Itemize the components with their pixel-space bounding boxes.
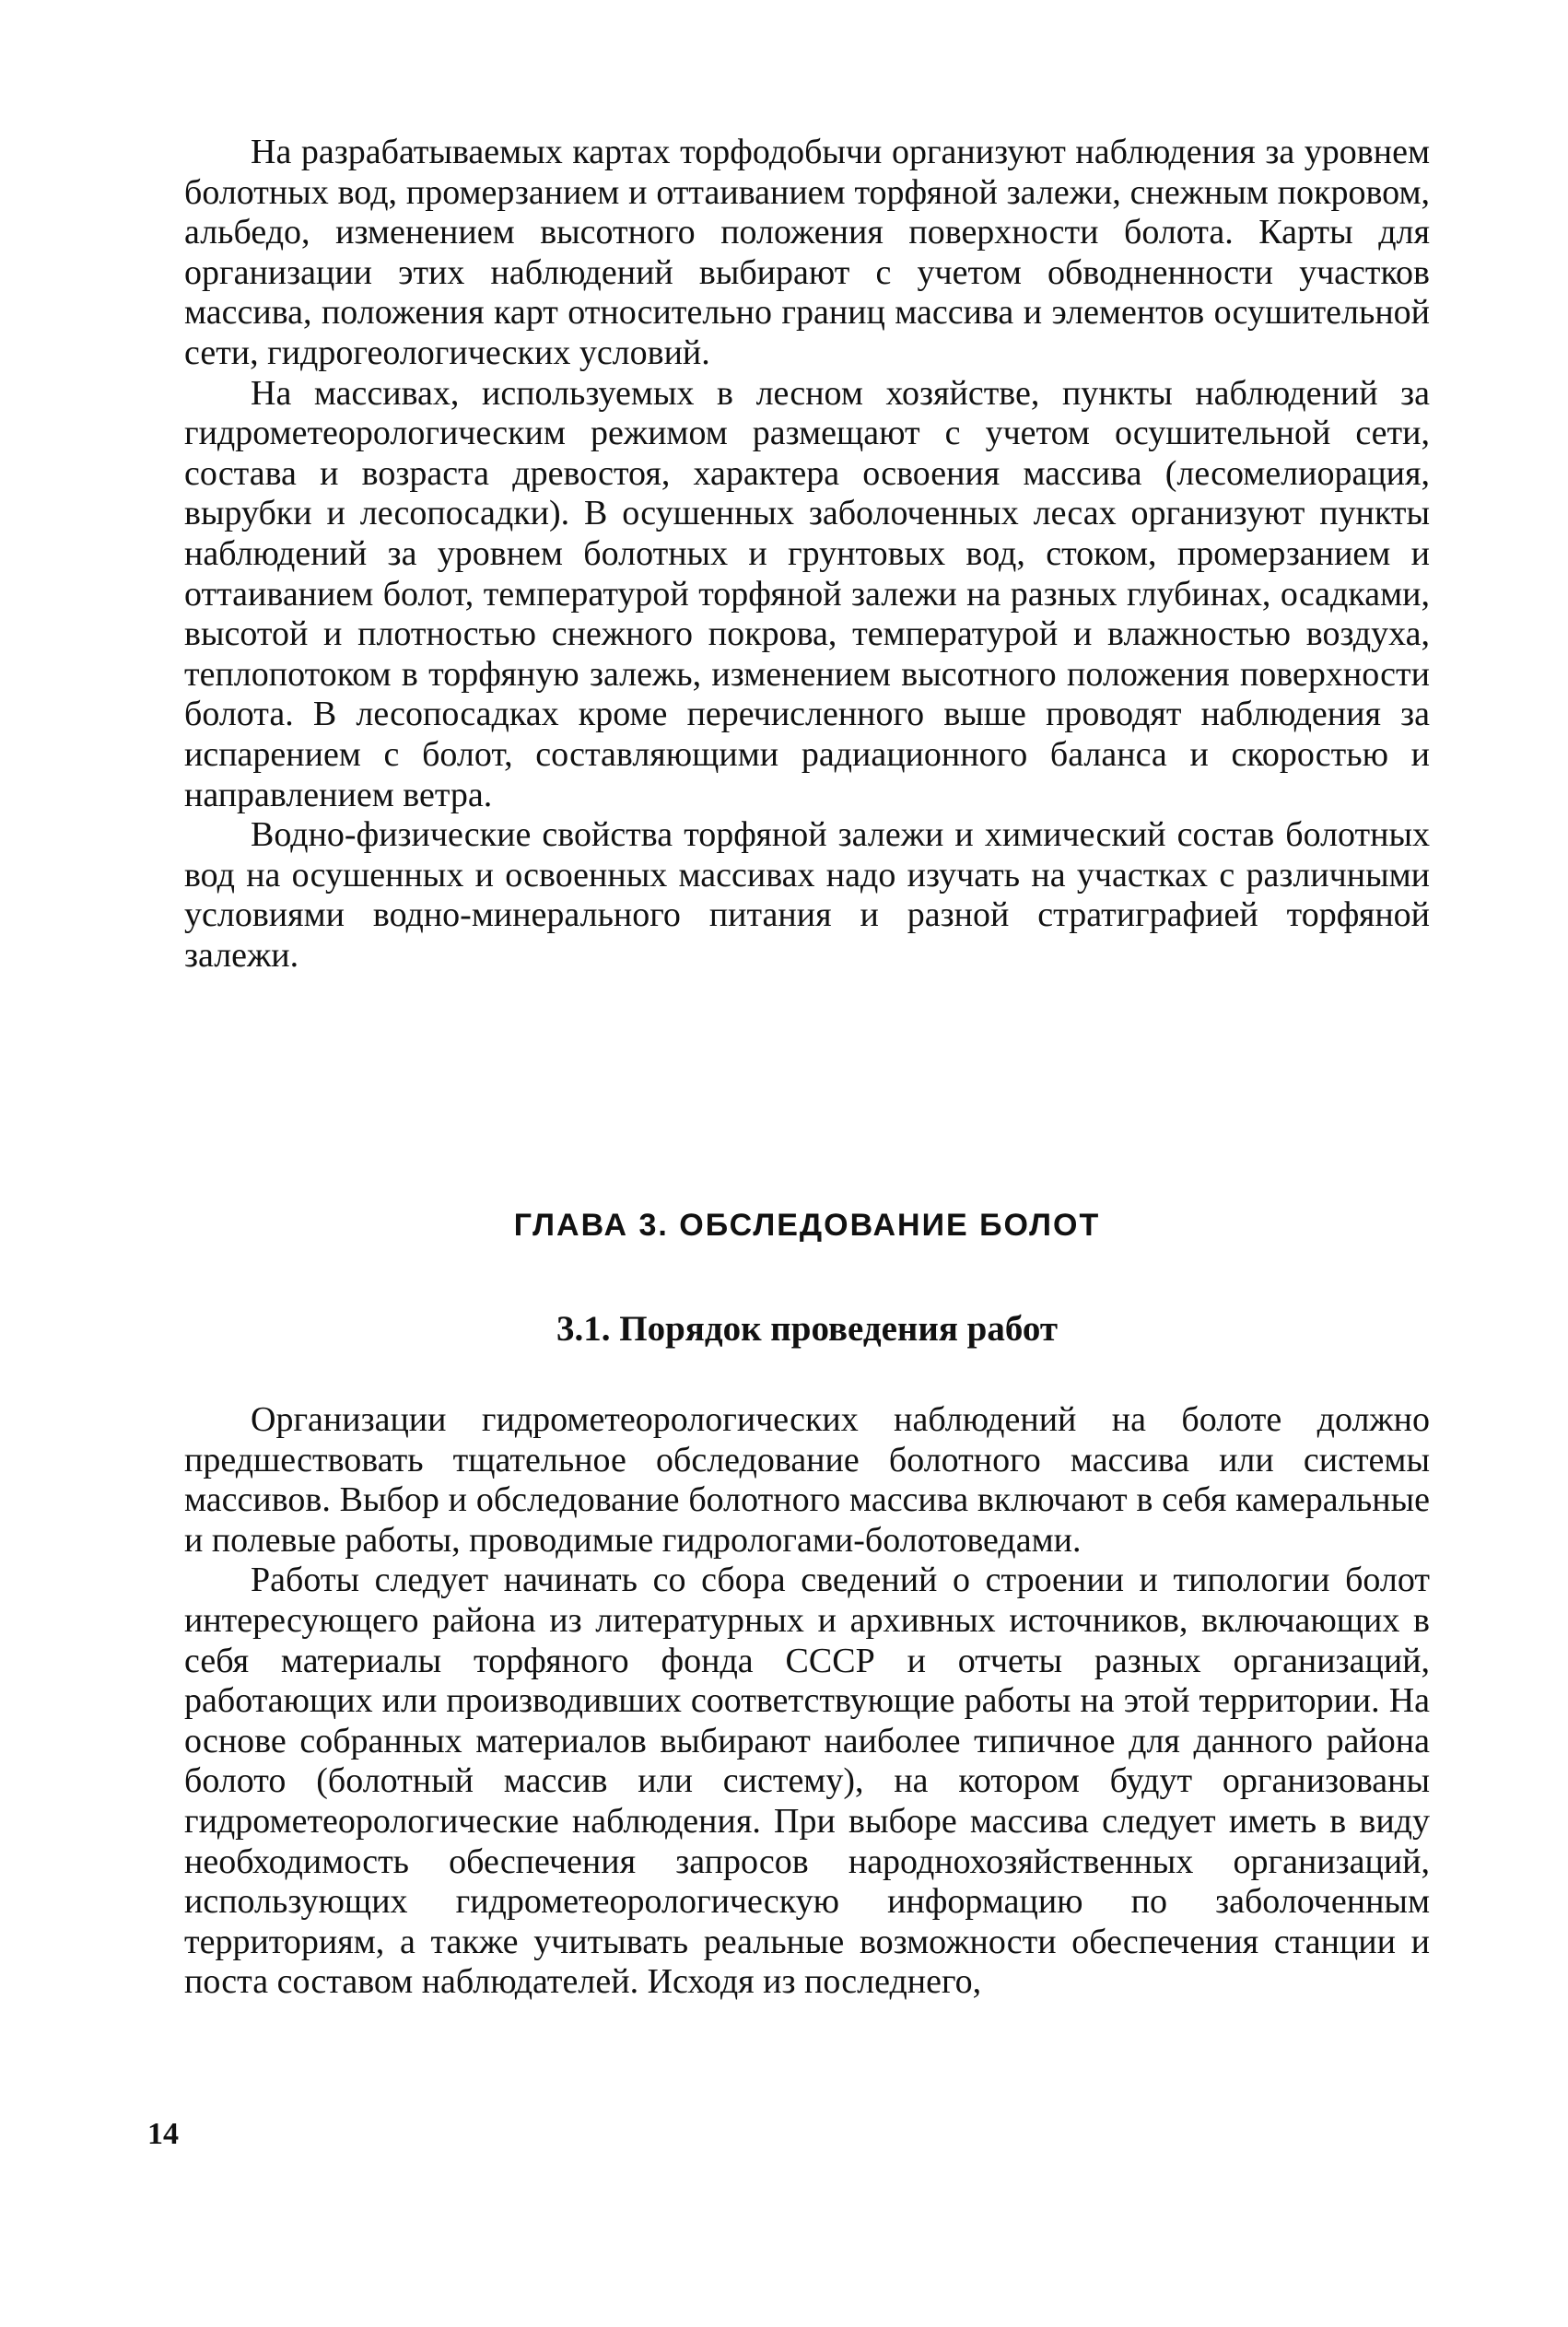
body-text-top [184, 133, 1430, 976]
paragraph: На разрабатываемых картах торфодобычи организуют наблюдения за уровнем болотных вод, промерзанием и оттаиванием торфяной залежи, снежным покровом, альбедо, изменением высотного положения поверхности болота. Карты для организации этих наблюдений выбирают с учетом обводненности участков массива, положения карт относительно границ массива и элементов осушительной сети, гидрогеологических условий. [184, 133, 1430, 372]
paragraph: Работы следует начинать со сбора сведений о строении и типологии болот интересующего района из литературных и архивных источников, включающих в себя материалы торфяного фонда СССР и отчеты разных организаций, работающих или производивших соответствующие работы на этой территории. На основе собранных материалов выбирают наиболее типичное для данного района болото (болотный массив или систему), на котором будут организованы гидрометеорологические наблюдения. При выборе массива следует иметь в виду необходимость обеспечения запросов народнохозяйственных организаций, использующих гидрометеорологическую информацию по заболоченным территориям, а также учитывать реальные возможности обеспечения станции и поста составом наблюдателей. Исходя из последнего, [184, 1561, 1430, 2002]
paragraph: Организации гидрометеорологических наблюдений на болоте должно предшествовать тщательное обследование болотного массива или системы массивов. Выбор и обследование болотного массива включают в себя камеральные и полевые работы, проводимые гидрологами-болотоведами. [184, 1400, 1430, 1560]
paragraph: Водно-физические свойства торфяной залежи и химический состав болотных вод на осушенных и освоенных массивах надо изучать на участках с различными условиями водно-минерального питания и разной стратиграфией торфяной залежи. [184, 815, 1430, 975]
page-number: 14 [147, 2117, 179, 2151]
section-title: 3.1. Порядок проведения работ [556, 1309, 1059, 1349]
chapter-title: ГЛАВА 3. ОБСЛЕДОВАНИЕ БОЛОТ [513, 1208, 1101, 1243]
paragraph: На массивах, используемых в лесном хозяйстве, пункты наблюдений за гидрометеорологическим режимом размещают с учетом осушительной сети, состава и возраста древостоя, характера освоения массива (лесомелиорация, вырубки и лесопосадки). В осушенных заболоченных лесах организуют пункты наблюдений за уровнем болотных и грунтовых вод, стоком, промерзанием и оттаиванием болот, температурой торфяной залежи на разных глубинах, осадками, высотой и плотностью снежного покрова, температурой и влажностью воздуха, теплопотоком в торфяную залежь, изменением высотного положения поверхности болота. В лесопосадках кроме перечисленного выше проводят наблюдения за испарением с болот, составляющими радиационного баланса и скоростью и направлением ветра. [184, 373, 1430, 814]
body-text-bottom [184, 1400, 1430, 2003]
